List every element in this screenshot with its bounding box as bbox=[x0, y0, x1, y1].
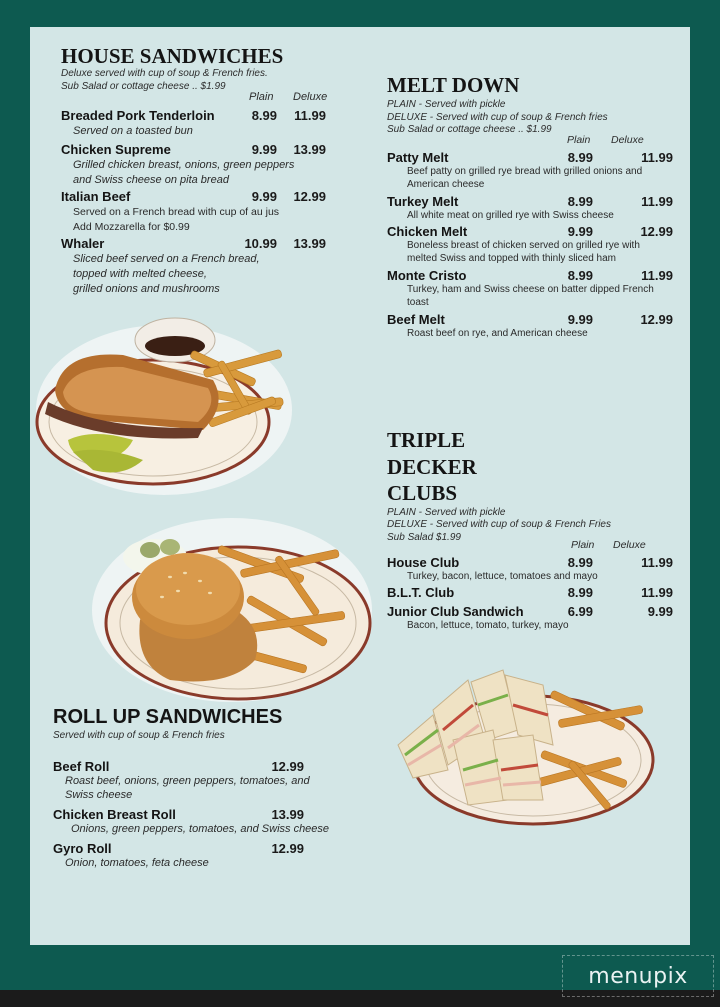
menu-item-price-deluxe: 11.99 bbox=[641, 555, 673, 570]
menu-item-description: melted Swiss and topped with thinly sliced ham bbox=[407, 253, 616, 264]
menu-item-price-deluxe: 9.99 bbox=[647, 604, 673, 619]
menu-item-price-deluxe: 11.99 bbox=[641, 585, 673, 600]
menu-item-price-plain: 8.99 bbox=[567, 150, 593, 165]
menu-item-price-deluxe: 11.99 bbox=[641, 268, 673, 283]
menu-item-price-plain: 8.99 bbox=[567, 585, 593, 600]
menu-item-name: Chicken Breast Roll bbox=[53, 807, 176, 822]
melt-down-section bbox=[387, 73, 677, 137]
menu-item-price-deluxe: 11.99 bbox=[294, 108, 326, 123]
menu-item-price-plain: 6.99 bbox=[567, 604, 593, 619]
menu-item-price-deluxe: 12.99 bbox=[640, 224, 673, 239]
menu-item-price-plain: 8.99 bbox=[567, 555, 593, 570]
menu-item-price-deluxe: 13.99 bbox=[293, 142, 326, 157]
menu-item-name: Chicken Supreme bbox=[61, 142, 171, 157]
pork-tenderloin-photo bbox=[90, 515, 375, 705]
menu-item-name: Breaded Pork Tenderloin bbox=[61, 108, 215, 123]
house-col-plain: Plain bbox=[249, 91, 274, 103]
menu-item-name: Gyro Roll bbox=[53, 841, 112, 856]
melt-note-3: Sub Salad or cottage cheese .. $1.99 bbox=[387, 124, 552, 135]
menu-item-description: Roast beef, onions, green peppers, tomatoes, and bbox=[65, 775, 310, 787]
menu-item-price-price: 13.99 bbox=[271, 807, 304, 822]
menu-item-name: Junior Club Sandwich bbox=[387, 604, 524, 619]
menu-item-name: Patty Melt bbox=[387, 150, 449, 165]
menu-item-description: Onions, green peppers, tomatoes, and Swiss cheese bbox=[71, 823, 330, 835]
menu-item-price-deluxe: 11.99 bbox=[641, 194, 673, 209]
menu-item-name: Chicken Melt bbox=[387, 224, 468, 239]
club-sandwich-photo bbox=[393, 660, 655, 830]
menu-item-description: Served on a toasted bun bbox=[73, 125, 193, 137]
roll-up-section bbox=[53, 706, 353, 743]
clubs-title-line-1: TRIPLE bbox=[387, 428, 466, 452]
menu-item-price-plain: 9.99 bbox=[567, 224, 593, 239]
menu-item-description: All white meat on grilled rye with Swiss cheese bbox=[407, 210, 614, 221]
italian-beef-photo bbox=[33, 310, 295, 500]
melt-note-2: DELUXE - Served with cup of soup & French fries bbox=[387, 111, 608, 123]
menu-item-name: Beef Melt bbox=[387, 312, 445, 327]
menu-item-description: Sliced beef served on a French bread, bbox=[73, 253, 260, 265]
menu-item-description: Onion, tomatoes, feta cheese bbox=[65, 857, 209, 869]
menu-item-description: Turkey, bacon, lettuce, tomatoes and mayo bbox=[407, 571, 598, 582]
menu-item-name: Whaler bbox=[61, 236, 105, 251]
menu-item-price-plain: 9.99 bbox=[567, 312, 593, 327]
menu-item-description: toast bbox=[407, 297, 429, 308]
clubs-note-2: DELUXE - Served with cup of soup & French Fries bbox=[387, 519, 611, 530]
menu-item-price-deluxe: 13.99 bbox=[293, 236, 326, 251]
menu-item-description: Boneless breast of chicken served on grilled rye with bbox=[407, 240, 640, 251]
house-note-2: Sub Salad or cottage cheese .. $1.99 bbox=[61, 80, 226, 92]
melt-col-plain: Plain bbox=[567, 134, 591, 146]
menu-item-description: Turkey, ham and Swiss cheese on batter dipped French bbox=[407, 284, 654, 295]
menu-item-description: Served on a French bread with cup of au jus bbox=[73, 206, 280, 218]
clubs-section bbox=[387, 427, 677, 544]
menu-item-name: House Club bbox=[387, 555, 460, 570]
melt-note-1: PLAIN - Served with pickle bbox=[387, 99, 506, 110]
roll-up-title: ROLL UP SANDWICHES bbox=[53, 706, 283, 728]
menu-item-description: grilled onions and mushrooms bbox=[73, 283, 220, 295]
menu-item-price-plain: 8.99 bbox=[567, 268, 593, 283]
menu-item-description: Roast beef on rye, and American cheese bbox=[407, 328, 588, 339]
menu-item-price-deluxe: 12.99 bbox=[293, 189, 326, 204]
menu-item-description: topped with melted cheese, bbox=[73, 268, 207, 280]
house-sandwiches-section bbox=[61, 44, 341, 93]
menu-item-price-plain: 8.99 bbox=[567, 194, 593, 209]
clubs-note-1: PLAIN - Served with pickle bbox=[387, 506, 506, 518]
menu-item-price-plain: 9.99 bbox=[251, 189, 277, 204]
menu-item-price-plain: 8.99 bbox=[251, 108, 277, 123]
menu-item-price-price: 12.99 bbox=[271, 841, 304, 856]
clubs-note-3: Sub Salad $1.99 bbox=[387, 531, 461, 543]
melt-col-deluxe: Deluxe bbox=[611, 134, 644, 146]
menu-item-description: American cheese bbox=[407, 179, 485, 190]
clubs-col-deluxe: Deluxe bbox=[613, 539, 646, 551]
menu-item-price-plain: 10.99 bbox=[244, 236, 277, 251]
menu-item-price-price: 12.99 bbox=[271, 759, 304, 774]
menu-item-name: Italian Beef bbox=[61, 189, 131, 204]
menu-item-name: Turkey Melt bbox=[387, 194, 459, 209]
menu-item-description: Bacon, lettuce, tomato, turkey, mayo bbox=[407, 620, 569, 631]
clubs-title-line-3: CLUBS bbox=[387, 481, 458, 505]
menupix-watermark: menupix bbox=[562, 955, 714, 997]
house-col-deluxe: Deluxe bbox=[293, 91, 328, 103]
menu-item-description: Beef patty on grilled rye bread with grilled onions and bbox=[407, 166, 643, 177]
menu-item-name: B.L.T. Club bbox=[387, 585, 455, 600]
house-sandwiches-title: HOUSE SANDWICHES bbox=[61, 44, 284, 68]
clubs-col-plain: Plain bbox=[571, 539, 595, 551]
menu-item-price-deluxe: 12.99 bbox=[640, 312, 673, 327]
clubs-title-line-2: DECKER bbox=[387, 454, 477, 479]
menu-item-description: and Swiss cheese on pita bread bbox=[73, 174, 229, 186]
menu-item-name: Monte Cristo bbox=[387, 268, 467, 283]
house-note-1: Deluxe served with cup of soup & French fries. bbox=[61, 68, 268, 79]
menu-item-description: Swiss cheese bbox=[65, 789, 133, 801]
melt-down-title: MELT DOWN bbox=[387, 73, 520, 97]
menu-item-price-plain: 9.99 bbox=[251, 142, 277, 157]
menu-item-description: Grilled chicken breast, onions, green peppers bbox=[73, 159, 295, 171]
menu-item-name: Beef Roll bbox=[53, 759, 110, 774]
menu-item-price-deluxe: 11.99 bbox=[641, 150, 673, 165]
roll-up-note: Served with cup of soup & French fries bbox=[53, 730, 225, 741]
menu-item-description: Add Mozzarella for $0.99 bbox=[73, 221, 190, 233]
